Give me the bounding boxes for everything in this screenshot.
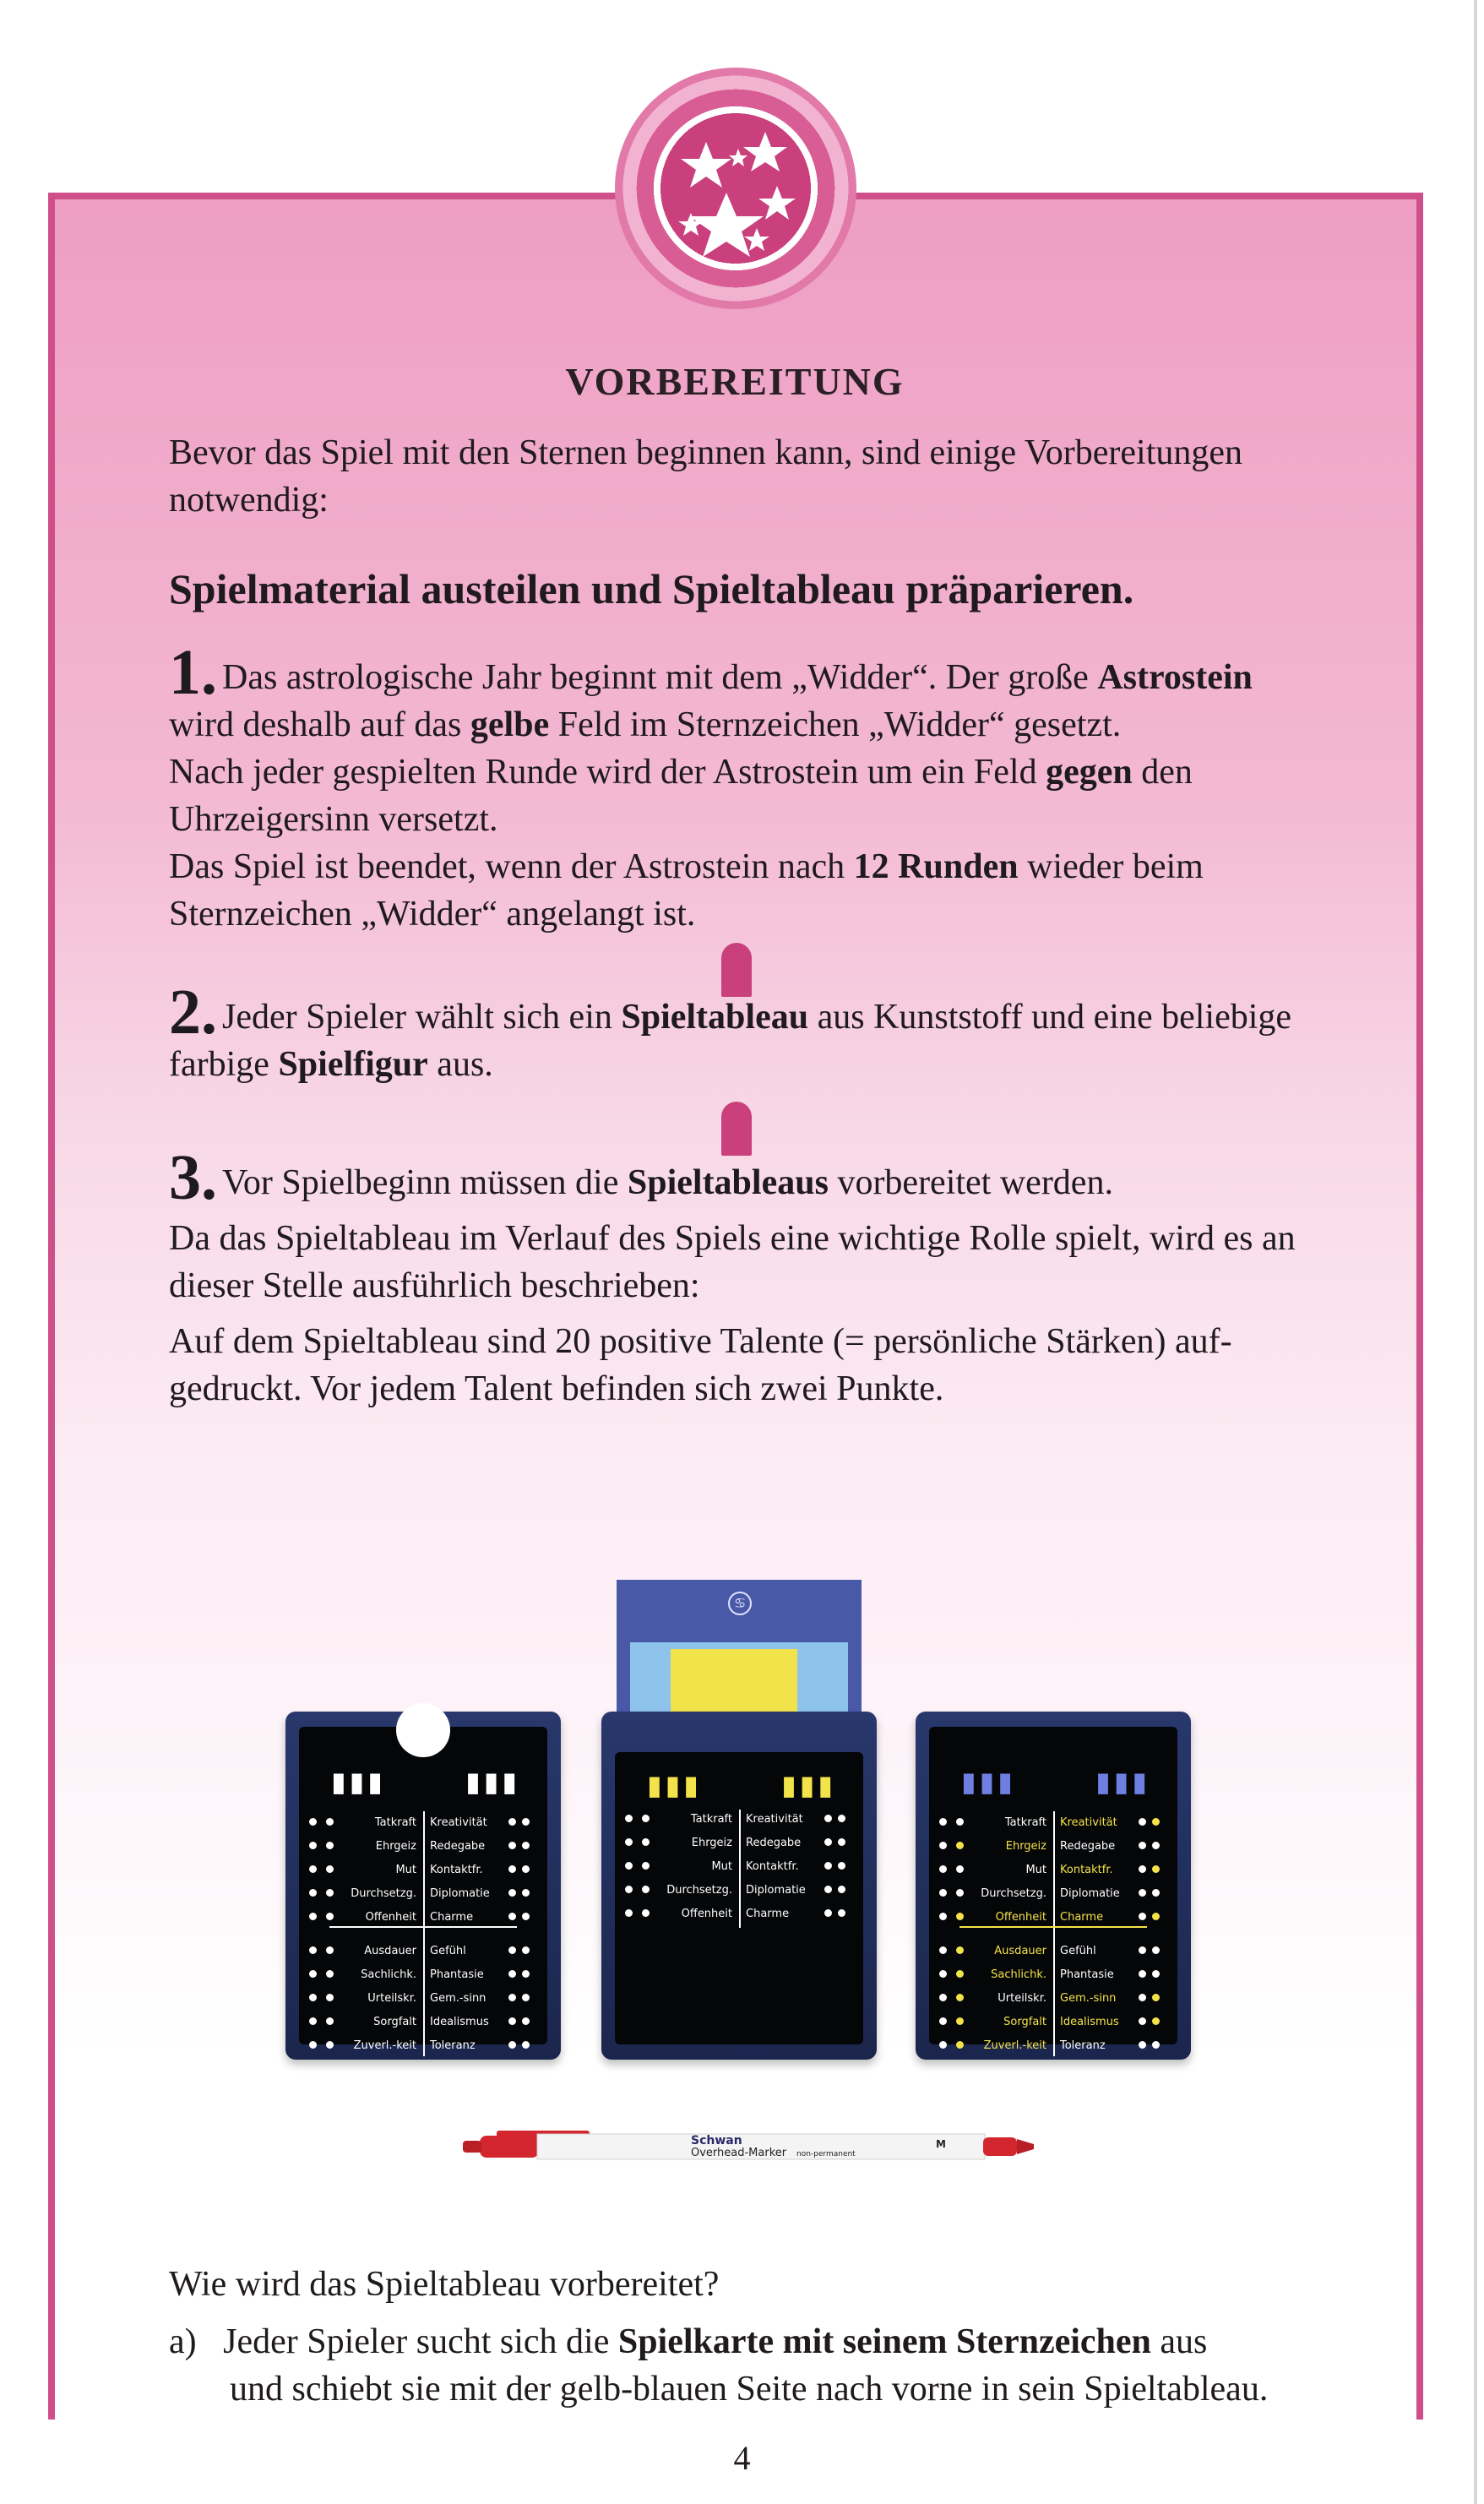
talent-dot	[838, 1838, 845, 1846]
talent-label-left: Sachlichk.	[361, 1968, 416, 1981]
talent-dot	[956, 1994, 964, 2001]
talent-dot	[326, 1865, 334, 1873]
talent-dot	[508, 1889, 516, 1897]
page-title: VORBEREITUNG	[565, 360, 905, 403]
talent-row	[929, 1965, 1177, 1989]
talent-dot	[939, 2017, 947, 2025]
talent-row	[615, 1904, 863, 1928]
talent-label-left: Ausdauer	[364, 1945, 416, 1957]
overhead-marker-illustration	[463, 2127, 1037, 2166]
talent-dot	[309, 1818, 317, 1826]
talent-row	[299, 1837, 547, 1860]
talent-row	[615, 1857, 863, 1881]
talent-dot	[956, 1865, 964, 1873]
talent-label-right: Kontaktfr.	[430, 1864, 483, 1876]
talent-dot	[508, 1994, 516, 2001]
game-tableau-with-card: ▮▮▮ ▮▮▮ Tatkraft Kreativität Ehrgeiz Redegabe Mut Kontaktfr. Durchsetzg. Diplomatie Offenheit Charme	[601, 1712, 877, 2060]
talent-label-right: Gem.-sinn	[1060, 1992, 1117, 2005]
talent-dot	[642, 1886, 650, 1893]
talent-label-left: Urteilskr.	[367, 1992, 416, 2005]
step-2: 2. Jeder Spieler wählt sich ein Spieltableau aus Kunststoff und eine beliebige farbige Spielfigur aus.	[169, 977, 1292, 1084]
talent-dot	[1139, 1818, 1146, 1826]
talent-dot	[326, 1818, 334, 1826]
talent-dot	[838, 1815, 845, 1822]
question: Wie wird das Spieltableau vorbereitet?	[169, 2265, 720, 2304]
section-subheading: Spielmaterial austeilen und Spieltableau präparieren.	[169, 565, 1134, 612]
talent-label-left: Durchsetzg.	[666, 1884, 732, 1897]
talent-label-right: Charme	[746, 1908, 790, 1920]
talent-dot	[939, 1842, 947, 1849]
talent-label-left: Offenheit	[995, 1911, 1046, 1924]
talent-dot	[956, 1913, 964, 1920]
talent-dot	[309, 1865, 317, 1873]
talent-dot	[1152, 1842, 1160, 1849]
talent-label-left: Durchsetzg.	[351, 1887, 416, 1900]
talent-label-left: Zuverl.-keit	[983, 2039, 1046, 2052]
talent-dot	[956, 1946, 964, 1954]
talent-dot	[625, 1838, 633, 1846]
talent-dot	[1152, 2041, 1160, 2049]
talent-row	[299, 1884, 547, 1908]
talent-dot	[1152, 1818, 1160, 1826]
talent-dot	[1139, 1889, 1146, 1897]
talent-dot	[838, 1886, 845, 1893]
talent-dot	[309, 1946, 317, 1954]
talent-label-right: Gem.-sinn	[430, 1992, 487, 2005]
talent-dot	[939, 1865, 947, 1873]
talent-dot	[326, 1970, 334, 1978]
stars-emblem	[615, 68, 856, 309]
talent-dot	[522, 1946, 530, 1954]
talent-label-right: Kreativität	[430, 1816, 487, 1829]
step-number: 1.	[169, 637, 217, 708]
talent-label-right: Kreativität	[1060, 1816, 1117, 1829]
talent-dot	[824, 1862, 832, 1870]
talent-dot	[939, 1970, 947, 1978]
talent-dot	[642, 1862, 650, 1870]
talent-label-left: Tatkraft	[690, 1813, 732, 1826]
talent-dot	[326, 1913, 334, 1920]
talent-label-left: Mut	[1025, 1864, 1046, 1876]
talent-label-left: Tatkraft	[374, 1816, 416, 1829]
talent-dot	[522, 2041, 530, 2049]
talent-dot	[1152, 1913, 1160, 1920]
talent-dot	[326, 1994, 334, 2001]
talent-label-right: Phantasie	[1060, 1968, 1114, 1981]
talent-dot	[939, 2041, 947, 2049]
talent-dot	[508, 1913, 516, 1920]
talent-dot	[309, 1994, 317, 2001]
talent-label-right: Phantasie	[430, 1968, 484, 1981]
talent-dot	[309, 1970, 317, 1978]
talent-label-right: Charme	[1060, 1911, 1104, 1924]
talent-dot	[956, 2017, 964, 2025]
zodiac-symbol-icon: ♋	[728, 1592, 752, 1615]
talent-dot	[522, 1865, 530, 1873]
talent-row	[299, 1989, 547, 2012]
talent-dot	[1152, 1970, 1160, 1978]
step-1: 1. Das astrologische Jahr beginnt mit dem „Widder“. Der große Astrostein wird deshalb auf das gelbe Feld im Sternzeichen „Widder“ gesetzt. Nach jeder gespielten Runde wird der Astrostein um ein Feld gegen den Uhrzeigersinn versetzt. Das Spiel ist beendet, wenn der Astrostein nach 12 Runden wieder beim Sternzeichen „Widder“ angelangt ist.	[169, 637, 1253, 934]
talent-dot	[326, 1946, 334, 1954]
talent-label-right: Gefühl	[1060, 1945, 1096, 1957]
talent-label-left: Ehrgeiz	[1005, 1840, 1046, 1853]
talent-dot	[522, 2017, 530, 2025]
marker-size: M	[936, 2138, 946, 2150]
talent-row	[615, 1881, 863, 1904]
talent-row	[929, 1908, 1177, 1931]
stars-icon	[615, 68, 856, 309]
talent-row	[929, 1941, 1177, 1965]
talent-dot	[956, 2041, 964, 2049]
talent-row	[929, 2012, 1177, 2036]
talent-label-right: Kontaktfr.	[1060, 1864, 1113, 1876]
step-3: 3. Vor Spielbeginn müssen die Spieltableaus vorbereitet werden. Da das Spieltableau im Verlauf des Spiels eine wichtige Rolle spielt, wird es an dieser Stelle ausführlich beschrieben: Auf dem Spieltableau sind 20 positive Talente (= persönliche Stärken) auf- gedruckt. Vor jedem Talent befinden sich zwei Punkte.	[169, 1142, 1296, 1408]
talent-dot	[309, 2041, 317, 2049]
talent-dot	[326, 2017, 334, 2025]
talent-dot	[956, 1970, 964, 1978]
talent-dot	[1152, 1865, 1160, 1873]
talent-dot	[1139, 1842, 1146, 1849]
talent-row	[615, 1833, 863, 1857]
talent-dot	[326, 1889, 334, 1897]
talent-label-left: Offenheit	[365, 1911, 416, 1924]
talent-dot	[642, 1838, 650, 1846]
talent-dot	[642, 1815, 650, 1822]
talent-row	[929, 1860, 1177, 1884]
talent-dot	[939, 1994, 947, 2001]
talent-label-right: Kreativität	[746, 1813, 803, 1826]
step-number: 3.	[169, 1142, 217, 1213]
section-separator	[721, 1102, 752, 1156]
talent-dot	[1152, 1946, 1160, 1954]
talent-label-right: Diplomatie	[746, 1884, 806, 1897]
talent-label-left: Sorgfalt	[373, 2016, 416, 2028]
talent-label-right: Charme	[430, 1911, 474, 1924]
talent-label-right: Diplomatie	[1060, 1887, 1120, 1900]
talent-dot	[508, 1946, 516, 1954]
talent-dot	[522, 1889, 530, 1897]
page-edge	[1474, 0, 1477, 2504]
talent-label-right: Kontaktfr.	[746, 1860, 799, 1873]
talent-dot	[326, 1842, 334, 1849]
talent-dot	[838, 1862, 845, 1870]
talent-label-left: Mut	[711, 1860, 732, 1873]
talent-label-right: Toleranz	[430, 2039, 476, 2052]
talent-dot	[326, 2041, 334, 2049]
talent-dot	[508, 1865, 516, 1873]
list-label: a)	[169, 2322, 197, 2361]
talent-dot	[642, 1909, 650, 1917]
talent-dot	[1152, 2017, 1160, 2025]
talent-dot	[939, 1913, 947, 1920]
talent-label-right: Gefühl	[430, 1945, 466, 1957]
talent-dot	[956, 1889, 964, 1897]
talent-dot	[522, 1994, 530, 2001]
talent-dot	[508, 1842, 516, 1849]
talent-row	[299, 1965, 547, 1989]
talent-label-left: Durchsetzg.	[981, 1887, 1046, 1900]
talent-label-right: Redegabe	[430, 1840, 486, 1853]
talent-dot	[625, 1815, 633, 1822]
talent-dot	[1139, 1970, 1146, 1978]
talent-row	[929, 1884, 1177, 1908]
intro-paragraph: Bevor das Spiel mit den Sternen beginnen kann, sind einige Vorbereitungen notwendig:	[169, 433, 1243, 520]
talent-row	[929, 1989, 1177, 2012]
talent-label-left: Zuverl.-keit	[353, 2039, 416, 2052]
talent-label-left: Offenheit	[681, 1908, 732, 1920]
talent-dot	[1139, 1865, 1146, 1873]
talent-dot	[508, 2041, 516, 2049]
talent-row	[929, 2036, 1177, 2060]
talent-dot	[508, 1818, 516, 1826]
talent-dot	[508, 1970, 516, 1978]
talent-row	[615, 1810, 863, 1833]
talent-dot	[522, 1970, 530, 1978]
talent-dot	[625, 1886, 633, 1893]
talent-dot	[1139, 1946, 1146, 1954]
talent-dot	[939, 1889, 947, 1897]
talent-dot	[956, 1818, 964, 1826]
talent-dot	[1152, 1994, 1160, 2001]
step-number: 2.	[169, 977, 217, 1048]
talent-label-right: Toleranz	[1060, 2039, 1106, 2052]
talent-label-left: Ausdauer	[994, 1945, 1046, 1957]
talent-dot	[508, 2017, 516, 2025]
talent-dot	[939, 1946, 947, 1954]
talent-dot	[824, 1815, 832, 1822]
talent-dot	[1139, 1994, 1146, 2001]
talent-dot	[625, 1862, 633, 1870]
talent-dot	[309, 1842, 317, 1849]
talent-label-left: Tatkraft	[1004, 1816, 1046, 1829]
talent-label-left: Sachlichk.	[991, 1968, 1046, 1981]
marker-type: non-permanent	[796, 2150, 856, 2158]
talent-dot	[838, 1909, 845, 1917]
marker-label: Overhead-Marker	[691, 2147, 787, 2159]
talent-row	[299, 1860, 547, 1884]
talent-dot	[522, 1842, 530, 1849]
talent-label-left: Sorgfalt	[1003, 2016, 1046, 2028]
talent-dot	[625, 1909, 633, 1917]
marker-brand: Schwan	[691, 2134, 742, 2147]
talent-row	[299, 2012, 547, 2036]
talent-label-left: Mut	[395, 1864, 416, 1876]
talent-dot	[309, 1889, 317, 1897]
talent-dot	[1139, 1913, 1146, 1920]
talent-dot	[956, 1842, 964, 1849]
talent-dot	[1139, 2041, 1146, 2049]
talent-label-left: Ehrgeiz	[375, 1840, 416, 1853]
talent-dot	[824, 1838, 832, 1846]
talent-label-right: Redegabe	[1060, 1840, 1116, 1853]
page-number: 4	[733, 2439, 751, 2477]
talent-dot	[309, 1913, 317, 1920]
list-item-a: a) Jeder Spieler sucht sich die Spielkarte mit seinem Sternzeichen aus und schiebt sie mit der gelb-blauen Seite nach vorne in sein Spieltableau.	[169, 2322, 1269, 2409]
talent-dot	[824, 1909, 832, 1917]
talent-dot	[1152, 1889, 1160, 1897]
talent-row	[299, 1908, 547, 1931]
talent-row	[299, 1941, 547, 1965]
talent-dot	[1139, 2017, 1146, 2025]
talent-dot	[522, 1818, 530, 1826]
talent-label-right: Idealismus	[430, 2016, 489, 2028]
talent-label-right: Idealismus	[1060, 2016, 1119, 2028]
talent-dot	[522, 1913, 530, 1920]
talent-dot	[824, 1886, 832, 1893]
talent-row	[929, 1837, 1177, 1860]
talent-dot	[309, 2017, 317, 2025]
game-tableau-prepared: ▮▮▮ ▮▮▮ Tatkraft Kreativität Ehrgeiz Redegabe Mut Kontaktfr. Durchsetzg. Diplomatie Offenheit Charme Ausdauer Gefühl Sachlichk. Phantasie Urteilskr. Gem.-sinn Sorgfalt Idealismus Zuverl.-keit Toleranz	[916, 1712, 1191, 2060]
talent-row	[929, 1813, 1177, 1837]
talent-label-right: Diplomatie	[430, 1887, 490, 1900]
talent-dot	[939, 1818, 947, 1826]
talent-row	[299, 2036, 547, 2060]
talent-label-left: Urteilskr.	[997, 1992, 1046, 2005]
talent-row	[299, 1813, 547, 1837]
talent-label-left: Ehrgeiz	[691, 1837, 732, 1849]
talent-label-right: Redegabe	[746, 1837, 802, 1849]
game-tableau-empty: ▮▮▮ ▮▮▮ Tatkraft Kreativität Ehrgeiz Redegabe Mut Kontaktfr. Durchsetzg. Diplomatie Offenheit Charme Ausdauer Gefühl Sachlichk. Phantasie Urteilskr. Gem.-sinn Sorgfalt Idealismus Zuverl.-keit Toleranz	[285, 1712, 561, 2060]
